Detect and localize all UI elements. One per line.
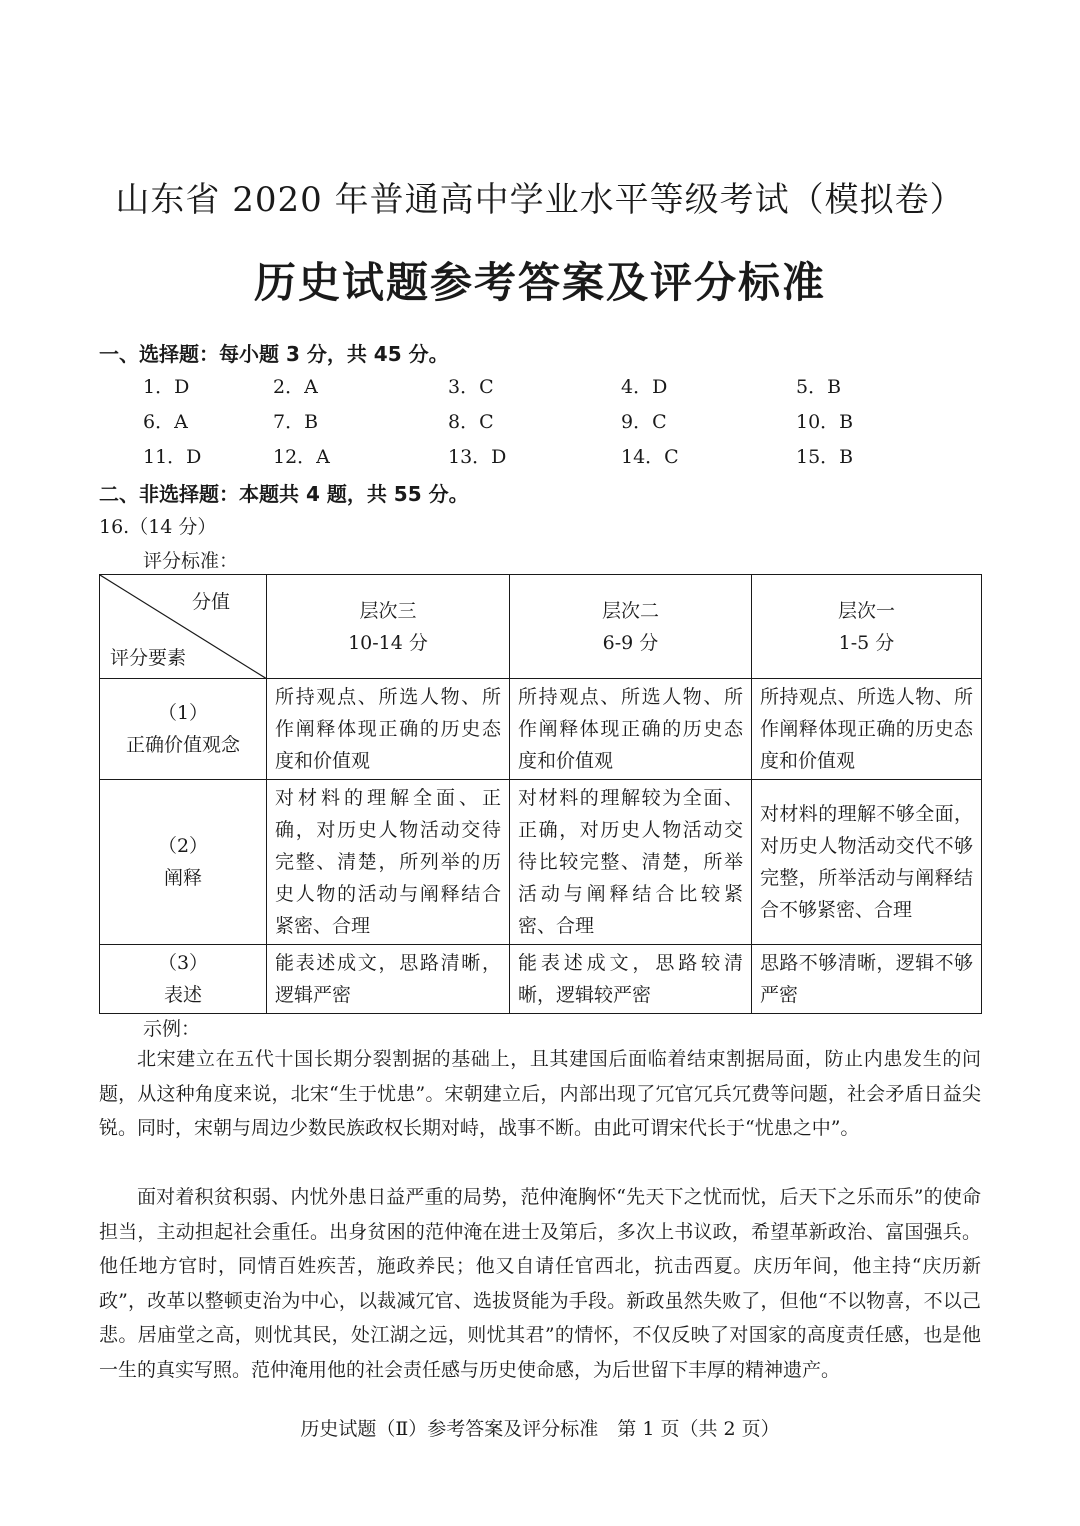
section2-heading: 二、非选择题：本题共 4 题，共 55 分。: [99, 482, 469, 506]
rubric-table: [99, 574, 982, 1014]
answer-item: 5．B: [796, 376, 842, 398]
answer-item: 15．B: [796, 446, 854, 468]
criterion-number: （1）: [157, 702, 209, 724]
rubric-cell: 对材料的理解全面、正确，对历史人物活动交待完整、清楚，所列举的历史人物的活动与阐释结合紧密、合理: [267, 780, 510, 945]
level-name: 层次二: [601, 599, 659, 622]
rubric-cell: 能表述成文，思路较清晰，逻辑较严密: [510, 945, 752, 1014]
corner-header-cell: [100, 575, 267, 679]
corner-bottom-label: 评分要素: [110, 647, 187, 669]
rubric-cell: 对材料的理解不够全面，对历史人物活动交代不够完整，所举活动与阐释结合不够紧密、合理: [752, 780, 982, 945]
criterion-cell: [100, 780, 267, 945]
level-header: [267, 575, 510, 679]
level-header: [510, 575, 752, 679]
answer-item: 14．C: [621, 446, 679, 468]
answer-item: 9．C: [621, 411, 667, 433]
example-label: 示例：: [143, 1018, 201, 1040]
section1-heading: 一、选择题：每小题 3 分，共 45 分。: [99, 342, 449, 366]
criterion-cell: [100, 945, 267, 1014]
level-range: 6-9 分: [602, 631, 659, 654]
rubric-cell: 能表述成文，思路清晰，逻辑严密: [267, 945, 510, 1014]
answer-item: 7．B: [273, 411, 319, 433]
criterion-name: 阐释: [163, 867, 202, 889]
answer-item: 4．D: [621, 376, 668, 398]
example-paragraph: 北宋建立在五代十国长期分裂割据的基础上，且其建国后面临着结束割据局面，防止内患发生的问题，从这种角度来说，北宋“生于忧患”。宋朝建立后，内部出现了冗官冗兵冗费等问题，社会矛盾日益尖锐。同时，宋朝与周边少数民族政权长期对峙，战事不断。由此可谓宋代长于“忧患之中”。: [99, 1048, 981, 1139]
criterion-name: 表述: [163, 984, 202, 1006]
level-name: 层次一: [837, 599, 895, 622]
criterion-name: 正确价值观念: [125, 734, 240, 756]
answer-item: 12．A: [273, 446, 330, 468]
rubric-label: 评分标准：: [143, 550, 239, 572]
exam-title: 山东省 2020 年普通高中学业水平等级考试（模拟卷）: [115, 180, 965, 220]
table-row: [100, 780, 982, 945]
answer-item: 3．C: [448, 376, 494, 398]
level-name: 层次三: [359, 599, 417, 622]
level-range: 10-14 分: [348, 631, 428, 654]
rubric-cell: 所持观点、所选人物、所作阐释体现正确的历史态度和价值观: [267, 679, 510, 780]
answer-item: 11．D: [143, 446, 202, 468]
answer-item: 1．D: [143, 376, 190, 398]
rubric-cell: 所持观点、所选人物、所作阐释体现正确的历史态度和价值观: [510, 679, 752, 780]
answer-item: 10．B: [796, 411, 854, 433]
level-range: 1-5 分: [838, 631, 895, 654]
answer-item: 8．C: [448, 411, 494, 433]
rubric-cell: 思路不够清晰，逻辑不够严密: [752, 945, 982, 1014]
document-title: 历史试题参考答案及评分标准: [253, 258, 826, 307]
criterion-number: （2）: [157, 835, 209, 857]
corner-top-label: 分值: [191, 591, 230, 613]
answer-item: 2．A: [273, 376, 318, 398]
answer-item: 6．A: [143, 411, 188, 433]
criterion-number: （3）: [157, 952, 209, 974]
table-row: [100, 945, 982, 1014]
table-row: [100, 679, 982, 780]
rubric-cell: 所持观点、所选人物、所作阐释体现正确的历史态度和价值观: [752, 679, 982, 780]
answer-item: 13．D: [448, 446, 507, 468]
criterion-cell: [100, 679, 267, 780]
level-header: [752, 575, 982, 679]
example-paragraph: 面对着积贫积弱、内忧外患日益严重的局势，范仲淹胸怀“先天下之忧而忧，后天下之乐而乐”的使命担当，主动担起社会重任。出身贫困的范仲淹在进士及第后，多次上书议政，希望革新政治、富国强兵。他任地方官时，同情百姓疾苦，施政养民；他又自请任官西北，抗击西夏。庆历年间，他主持“庆历新政”，改革以整顿吏治为中心，以裁减冗官、选拔贤能为手段。新政虽然失败了，但他“不以物喜，不以己悲。居庙堂之高，则忧其民，处江湖之远，则忧其君”的情怀，不仅反映了对国家的高度责任感，也是他一生的真实写照。范仲淹用他的社会责任感与历史使命感，为后世留下丰厚的精神遗产。: [99, 1186, 981, 1381]
rubric-cell: 对材料的理解较为全面、正确，对历史人物活动交待比较完整、清楚，所举活动与阐释结合比较紧密、合理: [510, 780, 752, 945]
page-footer: 历史试题（Ⅱ）参考答案及评分标准 第 1 页（共 2 页）: [300, 1418, 780, 1440]
question-label: 16.（14 分）: [99, 516, 217, 538]
